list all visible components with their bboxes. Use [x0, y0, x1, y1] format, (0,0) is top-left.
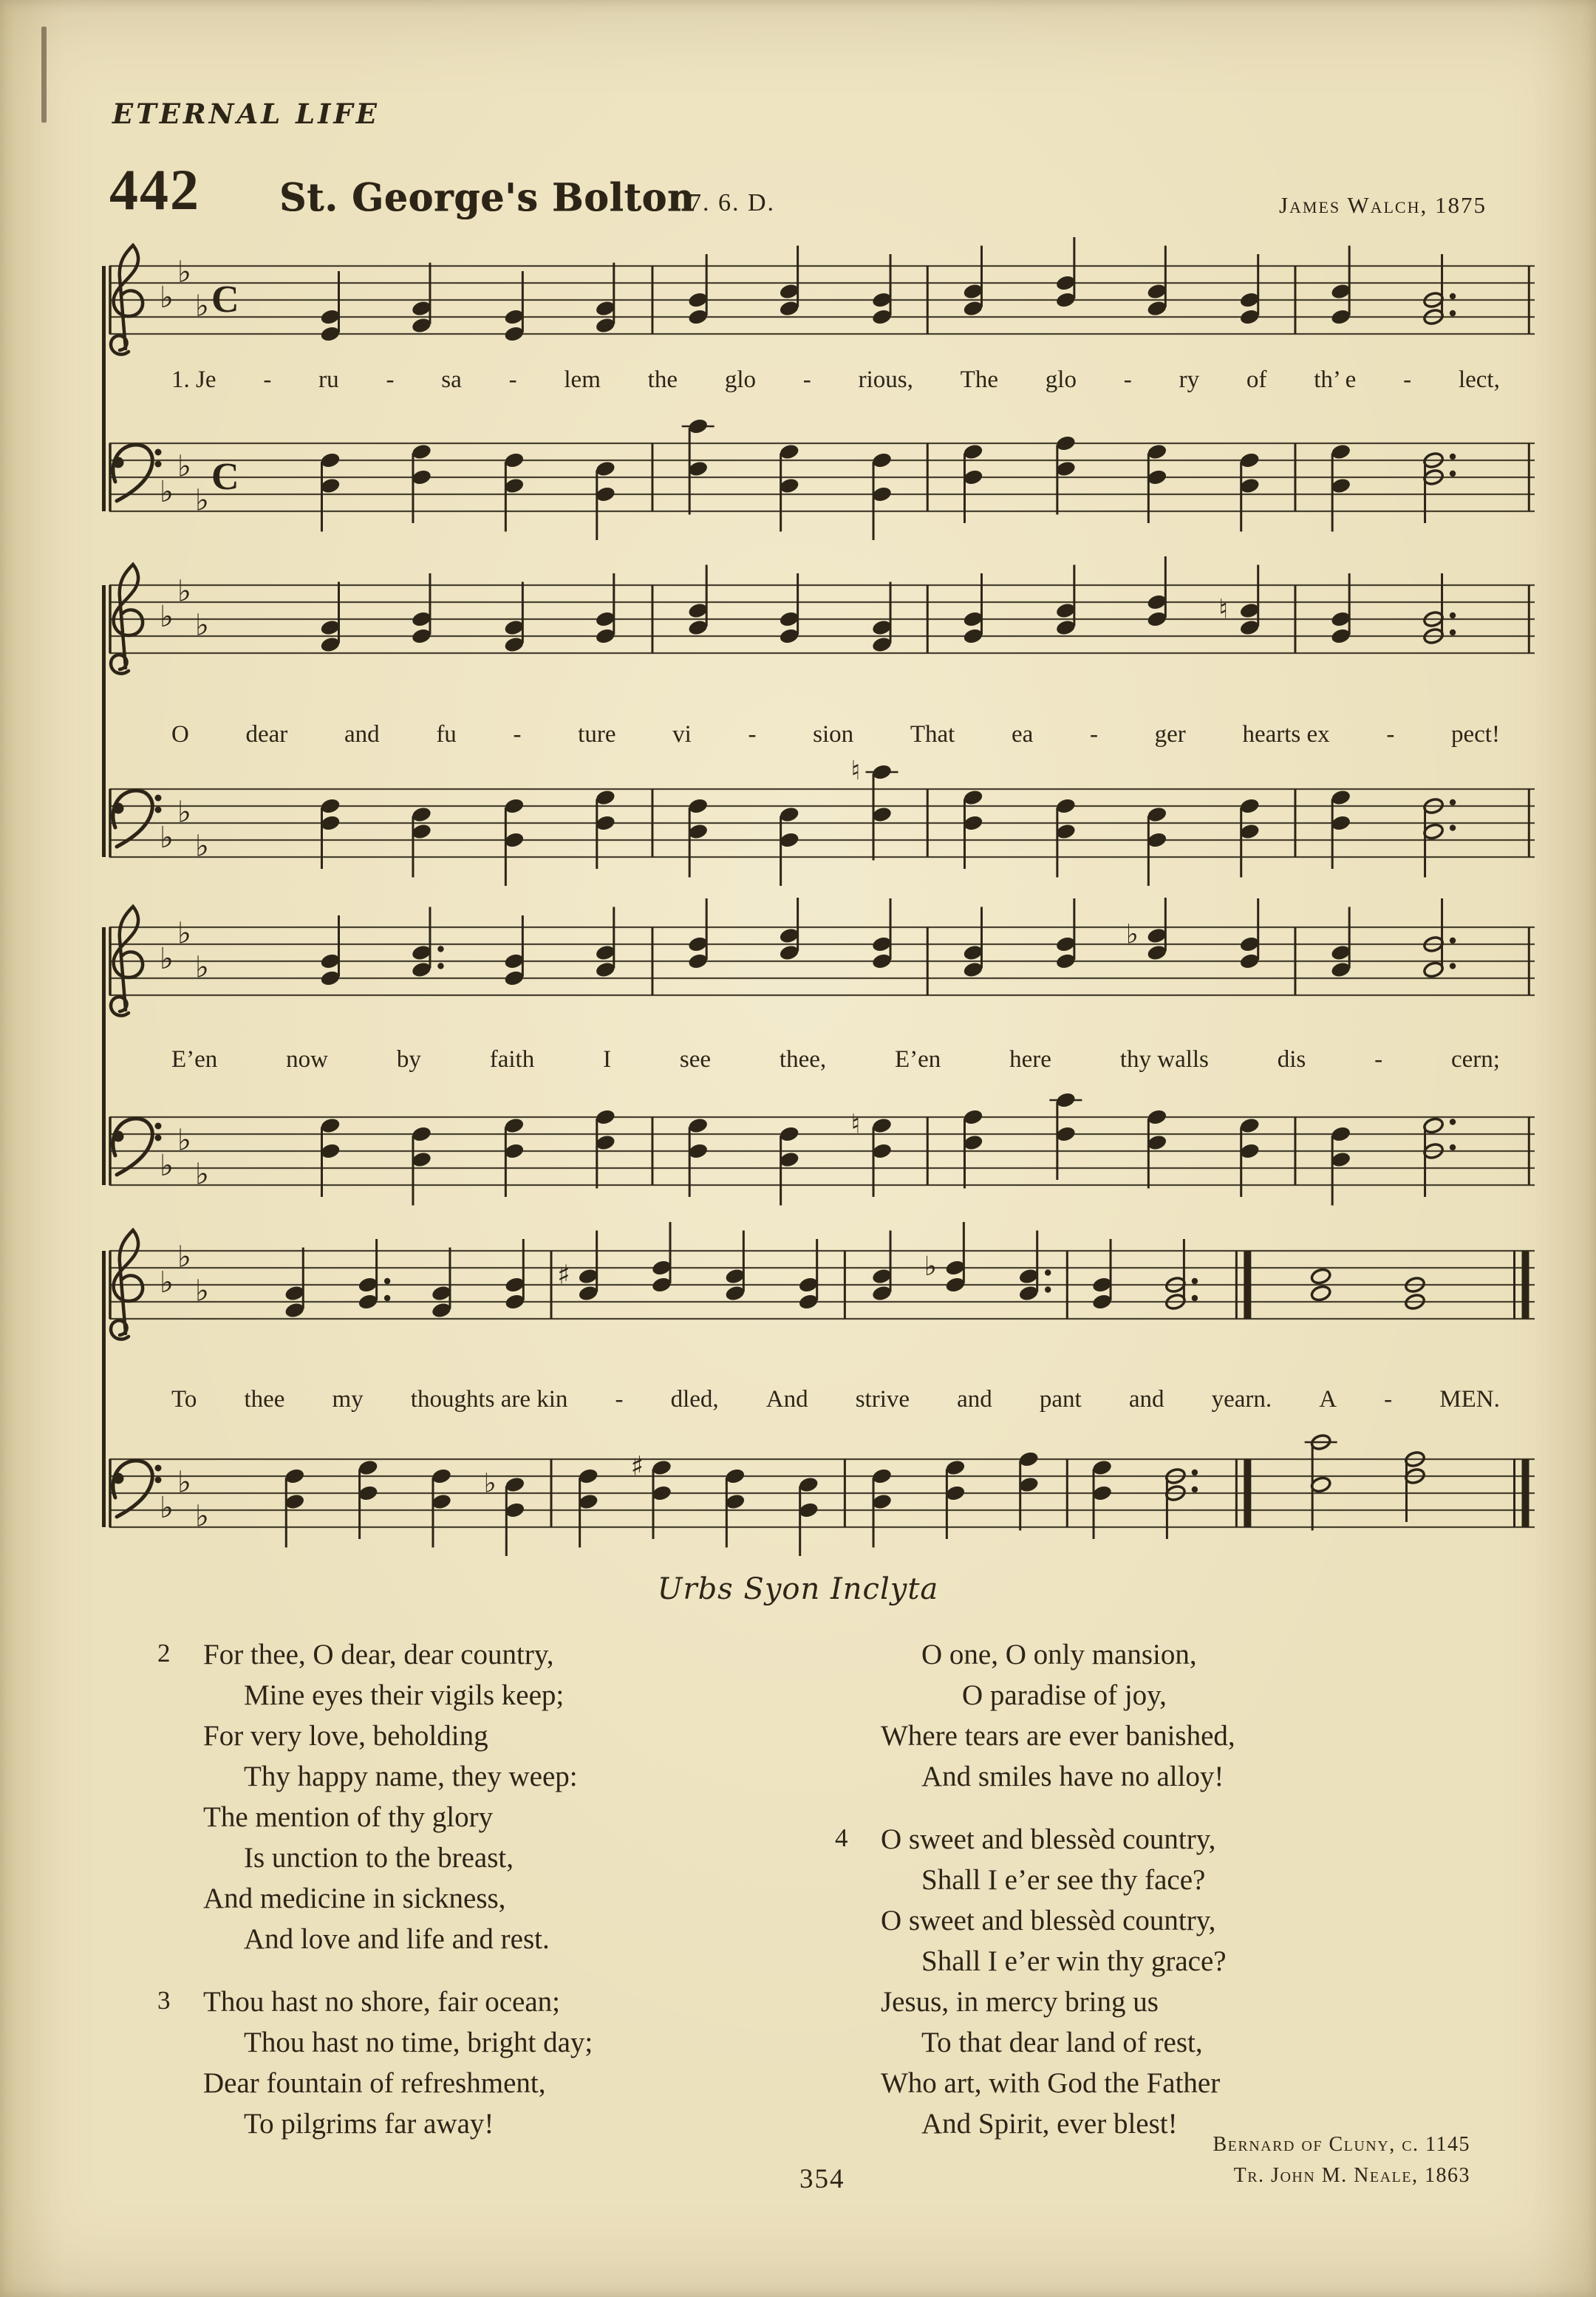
treble-staff-2: [103, 556, 1541, 685]
flat-sign-icon: ♭: [160, 821, 174, 855]
lyric-syllable: -: [386, 366, 395, 393]
flat-sign-icon: ♭: [195, 1157, 209, 1192]
lyric-syllable: thee,: [779, 1046, 827, 1073]
flat-sign-icon: ♭: [195, 289, 209, 324]
scan-artifact: [41, 27, 47, 123]
flat-sign-icon: ♭: [195, 483, 209, 518]
lyric-syllable: see: [679, 1046, 712, 1073]
section-header: ETERNAL LIFE: [112, 98, 380, 130]
accidental-icon: ♯: [630, 1451, 644, 1482]
lyric-syllable: I: [603, 1046, 612, 1073]
lyric-syllable: hearts ex: [1242, 721, 1330, 748]
lyric-syllable: dis: [1277, 1046, 1306, 1073]
bass-staff-4: [103, 1430, 1541, 1559]
lyric-syllable: -: [1374, 1046, 1383, 1073]
verse-line: Shall I e’er win thy grace?: [921, 1945, 1227, 1977]
lyric-syllable: yearn.: [1211, 1386, 1272, 1413]
verse-column-right: [835, 1634, 1546, 2166]
accidental-icon: ♮: [1218, 594, 1229, 625]
treble-staff-1: [103, 236, 1541, 366]
lyric-syllable: now: [286, 1046, 328, 1073]
accidental-icon: ♭: [924, 1252, 937, 1282]
system-barline: [102, 927, 106, 1185]
system-barline: [102, 1251, 106, 1527]
notehead-icon: [1310, 1285, 1331, 1303]
lyric-line-4: [103, 1386, 1541, 1421]
hymn-number: 442: [109, 157, 200, 222]
verse-column-left: [157, 1634, 868, 2166]
tune-name: St. George's Bolton: [279, 174, 695, 221]
lyric-syllable: ger: [1154, 721, 1186, 748]
flat-sign-icon: ♭: [160, 1491, 174, 1525]
verse-line: To that dear land of rest,: [921, 2027, 1203, 2058]
bass-staff-3: [103, 1088, 1541, 1217]
flat-sign-icon: ♭: [195, 608, 209, 643]
hymn-meter: 7. 6. D.: [689, 189, 776, 216]
treble-staff-3: [103, 898, 1541, 1027]
flat-sign-icon: ♭: [160, 1266, 174, 1300]
notehead-icon: [1310, 1268, 1331, 1286]
bass-staff-2: [103, 760, 1541, 889]
lyric-syllable: by: [396, 1046, 421, 1073]
lyric-syllable: A: [1319, 1386, 1337, 1413]
verse-line: Is unction to the breast,: [244, 1842, 514, 1874]
accidental-icon: ♮: [850, 1109, 861, 1140]
lyric-syllable: dled,: [670, 1386, 719, 1413]
verse-line: To pilgrims far away!: [244, 2108, 494, 2140]
lyric-syllable: fu: [436, 721, 457, 748]
author-attribution: [1213, 2129, 1471, 2191]
bass-clef-icon: [113, 445, 152, 501]
lyric-syllable: sion: [813, 721, 854, 748]
accidental-icon: ♭: [483, 1468, 497, 1499]
lyric-syllable: th’ e: [1314, 366, 1357, 393]
flat-sign-icon: ♭: [195, 1274, 209, 1308]
verse-line: O sweet and blessèd country,: [881, 1905, 1216, 1936]
composer-credit: James Walch, 1875: [1278, 192, 1487, 218]
verse-line: And medicine in sickness,: [203, 1883, 506, 1914]
flat-sign-icon: ♭: [177, 449, 191, 484]
bass-clef-icon: [113, 791, 152, 847]
latin-subtitle: Urbs Syon Inclyta: [657, 1572, 939, 1606]
lyric-syllable: ry: [1179, 366, 1200, 393]
flat-sign-icon: ♭: [195, 829, 209, 864]
flat-sign-icon: ♭: [177, 1123, 191, 1158]
lyric-syllable: E’en: [895, 1046, 941, 1073]
flat-sign-icon: ♭: [177, 1240, 191, 1274]
lyric-syllable: glo: [1045, 366, 1077, 393]
bass-staff-1: [103, 414, 1541, 543]
lyric-syllable: and: [1128, 1386, 1164, 1413]
verse-line: For very love, beholding: [203, 1720, 488, 1752]
lyric-line-1: [103, 366, 1541, 402]
attribution-line-1: Bernard of Cluny, c. 1145: [1213, 2133, 1470, 2156]
flat-sign-icon: ♭: [177, 916, 191, 951]
lyric-syllable: pant: [1039, 1386, 1082, 1413]
lyric-syllable: vi: [672, 721, 692, 748]
accidental-icon: ♮: [850, 760, 861, 786]
verse-number: 4: [835, 1823, 848, 1852]
lyric-syllable: and: [957, 1386, 992, 1413]
lyric-syllable: And: [765, 1386, 808, 1413]
verse-line: Shall I e’er see thy face?: [921, 1864, 1206, 1896]
verse-line: Where tears are ever banished,: [881, 1720, 1235, 1752]
lyric-syllable: The: [960, 366, 998, 393]
lyric-syllable: cern;: [1450, 1046, 1500, 1073]
flat-sign-icon: ♭: [160, 475, 174, 509]
lyric-syllable: here: [1009, 1046, 1051, 1073]
lyric-syllable: -: [1123, 366, 1132, 393]
verse-line: O sweet and blessèd country,: [881, 1823, 1216, 1855]
lyric-syllable: pect!: [1451, 721, 1500, 748]
lyric-syllable: -: [1384, 1386, 1393, 1413]
flat-sign-icon: ♭: [177, 795, 191, 830]
lyric-syllable: dear: [245, 721, 288, 748]
common-time-signature: C: [211, 279, 239, 321]
lyric-syllable: strive: [855, 1386, 910, 1413]
verse-line: Thou hast no shore, fair ocean;: [203, 1986, 561, 2018]
lyric-syllable: my: [332, 1386, 364, 1413]
verse-3: [157, 1982, 868, 2144]
treble-staff-4: [103, 1221, 1541, 1351]
verse-4: [835, 1819, 1546, 2144]
lyric-syllable: thee: [244, 1386, 285, 1413]
lyric-syllable: sa: [441, 366, 462, 393]
lyric-syllable: 1. Je: [171, 366, 216, 393]
page-number: 354: [799, 2164, 845, 2194]
lyric-line-2: [103, 721, 1541, 757]
lyric-syllable: and: [344, 721, 380, 748]
verse-line: Thou hast no time, bright day;: [244, 2027, 593, 2058]
verse-line: And Spirit, ever blest!: [921, 2108, 1178, 2140]
verse-line: And smiles have no alloy!: [921, 1761, 1224, 1792]
lyric-line-3: [103, 1046, 1541, 1082]
lyric-syllable: -: [263, 366, 272, 393]
flat-sign-icon: ♭: [160, 1149, 174, 1183]
lyric-syllable: To: [171, 1386, 197, 1413]
flat-sign-icon: ♭: [160, 942, 174, 976]
verse-line: O one, O only mansion,: [921, 1639, 1197, 1670]
lyric-syllable: MEN.: [1439, 1386, 1500, 1413]
lyric-syllable: faith: [489, 1046, 535, 1073]
accidental-icon: ♯: [557, 1260, 570, 1291]
verse-number: 2: [157, 1639, 171, 1668]
flat-sign-icon: ♭: [195, 1499, 209, 1534]
verse-line: Who art, with God the Father: [881, 2067, 1221, 2099]
flat-sign-icon: ♭: [160, 600, 174, 634]
lyric-syllable: of: [1246, 366, 1267, 393]
verse-line: Jesus, in mercy bring us: [881, 1986, 1159, 2018]
verse-line: O paradise of joy,: [962, 1679, 1167, 1711]
verse-line: For thee, O dear, dear country,: [203, 1639, 554, 1670]
verse-line: Thy happy name, they weep:: [244, 1761, 578, 1792]
flat-sign-icon: ♭: [177, 255, 191, 290]
lyric-syllable: rious,: [858, 366, 913, 393]
lyric-syllable: lect,: [1458, 366, 1500, 393]
lyric-syllable: -: [748, 721, 757, 748]
lyric-syllable: lem: [564, 366, 601, 393]
lyric-syllable: ea: [1012, 721, 1034, 748]
lyric-syllable: -: [615, 1386, 624, 1413]
bass-clef-icon: [113, 1119, 152, 1175]
lyric-syllable: -: [1403, 366, 1412, 393]
lyric-syllable: glo: [724, 366, 756, 393]
flat-sign-icon: ♭: [177, 574, 191, 609]
lyric-syllable: -: [513, 721, 522, 748]
lyric-syllable: -: [802, 366, 811, 393]
verse-continuation: [881, 1634, 1546, 1797]
lyric-syllable: -: [508, 366, 517, 393]
flat-sign-icon: ♭: [177, 1465, 191, 1500]
lyric-syllable: thoughts are kin: [410, 1386, 568, 1413]
lyric-syllable: -: [1089, 721, 1098, 748]
lyric-syllable: -: [1386, 721, 1395, 748]
flat-sign-icon: ♭: [195, 950, 209, 985]
bass-clef-icon: [113, 1461, 152, 1517]
verse-line: The mention of thy glory: [203, 1801, 494, 1833]
verse-2: [157, 1634, 868, 1959]
lyric-syllable: That: [910, 721, 955, 748]
flat-sign-icon: ♭: [160, 281, 174, 315]
verse-line: And love and life and rest.: [244, 1923, 550, 1955]
accidental-icon: ♭: [1125, 919, 1139, 950]
lyric-syllable: thy walls: [1119, 1046, 1209, 1073]
lyric-syllable: O: [171, 721, 189, 748]
common-time-signature: C: [211, 456, 239, 498]
lyric-syllable: ture: [578, 721, 616, 748]
lyric-syllable: the: [647, 366, 678, 393]
lyric-syllable: E’en: [171, 1046, 218, 1073]
verse-line: Dear fountain of refreshment,: [203, 2067, 546, 2099]
verse-number: 3: [157, 1986, 171, 2015]
attribution-line-2: Tr. John M. Neale, 1863: [1233, 2164, 1470, 2187]
verse-line: Mine eyes their vigils keep;: [244, 1679, 565, 1711]
system-barline: [102, 266, 106, 511]
system-barline: [102, 585, 106, 857]
lyric-syllable: ru: [318, 366, 339, 393]
